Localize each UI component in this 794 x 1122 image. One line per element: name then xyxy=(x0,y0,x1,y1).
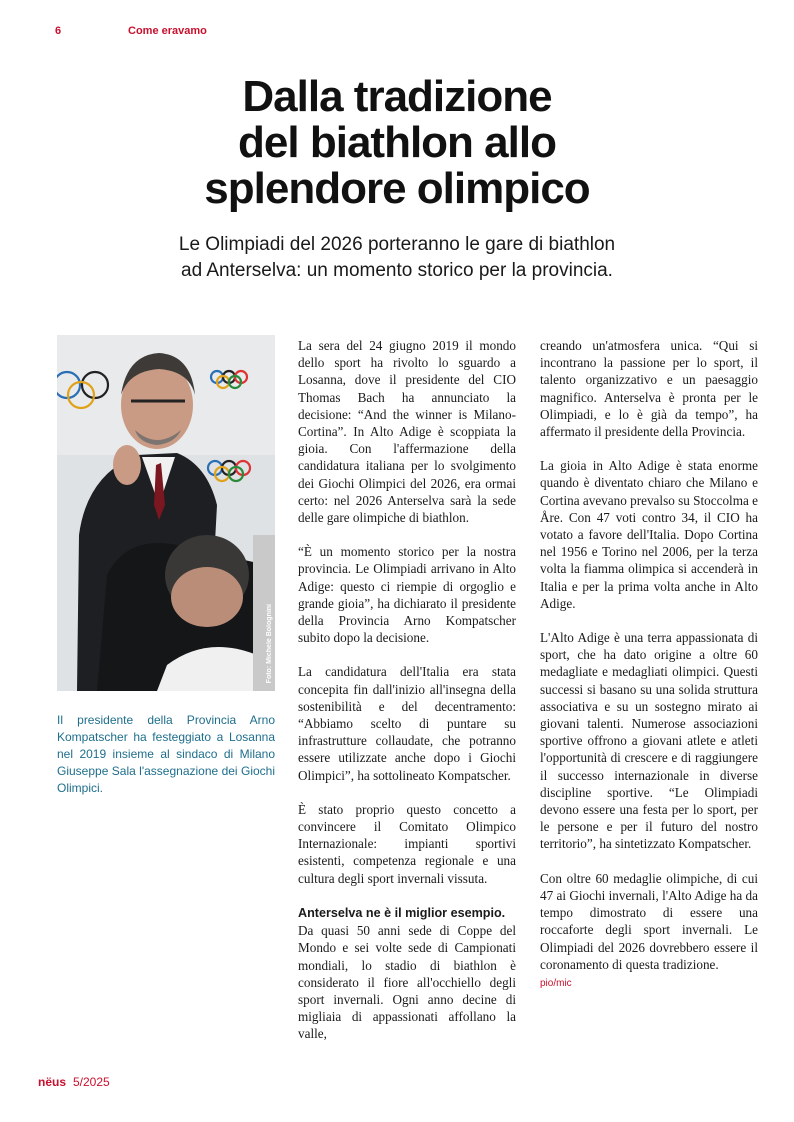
issue-number: 5/2025 xyxy=(73,1075,110,1089)
headline-line-1: Dalla tradizione xyxy=(242,72,552,121)
subtitle xyxy=(60,232,734,284)
paragraph: creando un'atmosfera unica. “Qui si incontrano la passione per lo sport, il talento organizzativo e un paesaggio magnifico. Anterselva è pronta per le Olimpiadi, e lo è già da tempo”, ha affermato il presidente della Provincia. xyxy=(540,338,758,440)
page-number: 6 xyxy=(55,25,62,37)
headline-line-3: splendore olimpico xyxy=(204,164,590,213)
subtitle-line-2: ad Anterselva: un momento storico per la provincia. xyxy=(181,260,613,281)
photo-caption: Il presidente della Provincia Arno Kompatscher ha festeggiato a Losanna nel 2019 insieme al sindaco di Milano Giuseppe Sala l'assegnazione dei Giochi Olimpici. xyxy=(57,713,275,795)
article-column-2 xyxy=(540,337,758,992)
section-subheading: Anterselva ne è il miglior esempio. xyxy=(298,905,506,920)
headline xyxy=(40,74,754,212)
headline-line-2: del biathlon allo xyxy=(238,118,556,167)
author-signature: pio/mic xyxy=(540,977,572,989)
article-photo xyxy=(57,335,275,691)
paragraph: È stato proprio questo concetto a convincere il Comitato Olimpico Internazionale: impianti sportivi esistenti, competenza regionale e una cultura degli sport invernali vissuta. xyxy=(298,801,516,886)
paragraph: La gioia in Alto Adige è stata enorme quando è diventato chiaro che Milano e Cortina avevano prevalso su Stoccolma e Åre. Con 47 voti contro 34, il CIO ha votato a favore dell'Italia. Dopo Cortina nel 1956 e Torino nel 2006, per la terza volta la fiamma olimpica si accenderà in Italia e per la prima volta anche in Alto Adige. xyxy=(540,458,758,611)
photo-credit: Foto: Michele Bolognini xyxy=(266,603,273,683)
paragraph: La sera del 24 giugno 2019 il mondo dello sport ha rivolto lo sguardo a Losanna, dove il presidente del CIO Thomas Bach ha annunciato la decisione: “And the winner is Milano-Cortina”. In Alto Adige è scoppiata la gioia. Con l'affermazione della candidatura italiana per lo svolgimento dei Giochi Olimpici del 2026, era ormai certo: nel 2026 Anterselva sarà la sede delle gare olimpiche di biathlon. xyxy=(298,338,516,526)
paragraph: La candidatura dell'Italia era stata concepita fin dall'inizio all'insegna della sostenibilità e del decentramento: “Abbiamo scelto di puntare su infrastrutture collaudate, che potranno essere utilizzate anche dopo i Giochi Olimpici”, ha sottolineato Kompatscher. xyxy=(298,664,516,783)
paragraph: “È un momento storico per la nostra provincia. Le Olimpiadi arrivano in Alto Adige: questo ci riempie di orgoglio e grande gioia”, ha dichiarato il presidente della Provincia Arno Kompatscher subito dopo la decisione. xyxy=(298,544,516,646)
magazine-logo: nëus xyxy=(38,1075,67,1089)
paragraph xyxy=(540,870,758,992)
section-label: Come eravamo xyxy=(128,25,207,37)
paragraph: L'Alto Adige è una terra appassionata di sport, che ha dato origine a oltre 60 medagliate e medagliati olimpici. Questi successi si basano su una solida struttura associativa e su un sostegno mirato ai giovani talenti. Numerose associazioni sportive offrono a giovani atlete e atleti l'opportunità di crescere e di raggiungere il successo internazionale in diverse discipline sportive. “Le Olimpiadi devono essere una festa per lo sport, per le persone e per il futuro del nostro territorio”, ha sintetizzato Kompatscher. xyxy=(540,630,758,852)
article-column-1 xyxy=(298,337,516,1043)
subtitle-line-1: Le Olimpiadi del 2026 porteranno le gare di biathlon xyxy=(178,234,616,255)
paragraph-with-heading xyxy=(298,904,516,1043)
paragraph-text: Con oltre 60 medaglie olimpiche, di cui 47 ai Giochi invernali, l'Alto Adige ha da tempo dimostrato di essere una roccaforte degli sport invernali. Le Olimpiadi del 2026 dovrebbero essere il coronamento di questa tradizione. xyxy=(540,870,758,972)
paragraph-text: Da quasi 50 anni sede di Coppe del Mondo e sei volte sede di Campionati mondiali, lo stadio di biathlon è considerato il fiore all'occhiello degli sport invernali. Ogni anno decine di migliaia di appassionati affollano la valle, xyxy=(298,923,516,1042)
photo-illustration xyxy=(57,335,275,691)
